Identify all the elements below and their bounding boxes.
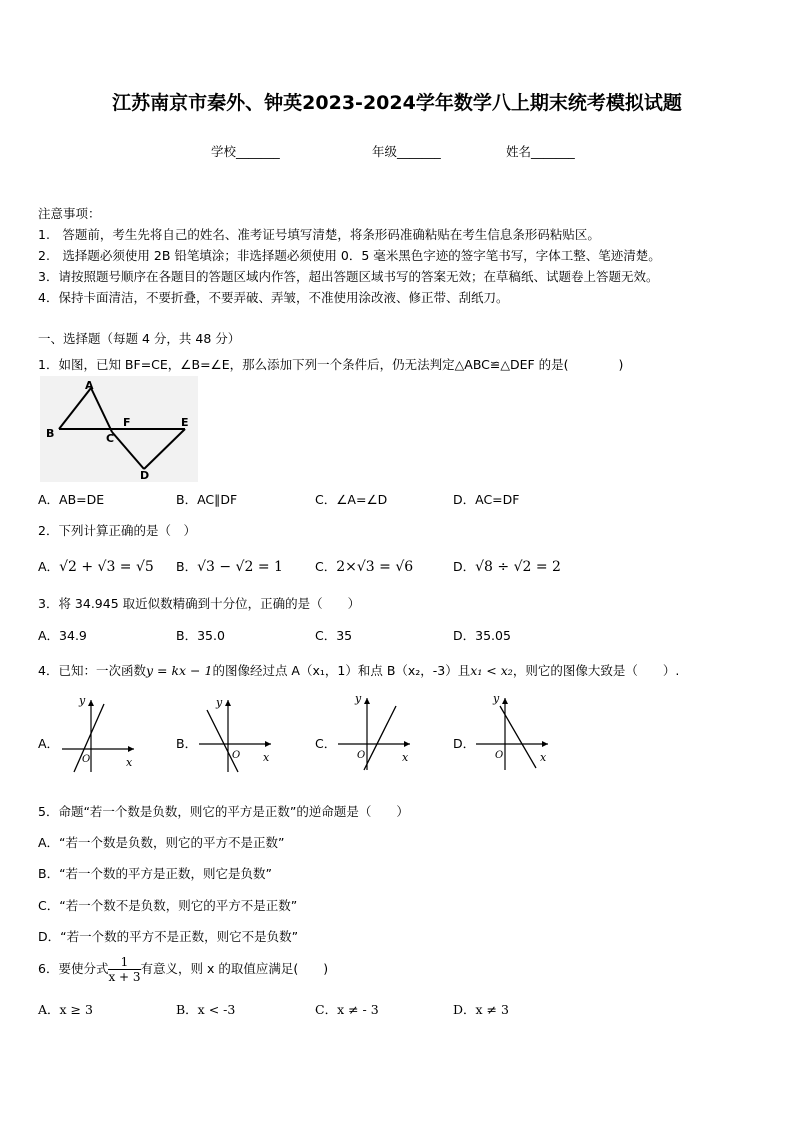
stem-text: ，则它的图像大致是（ ）. [512,663,680,678]
option-c: C．∠A=∠D [315,492,388,507]
notice-item: 1. 答题前，考生先将自己的姓名、准考证号填写清楚，将条形码准确粘贴在考生信息条形码粘贴区。 [38,227,600,242]
option-b: B．x < -3 [176,1002,236,1017]
option-b: B．AC∥DF [176,492,238,507]
graph-option-a [58,694,138,774]
option-label: A． [38,736,60,751]
question-1-stem: 1．如图，已知 BF=CE，∠B=∠E，那么添加下列一个条件后，仍无法判定△ABC≌△DEF 的是( ) [38,357,624,372]
option-label: D． [453,559,476,574]
option-b [176,557,283,575]
origin-label: O [357,750,366,761]
y-axis-label: y [216,696,223,709]
option-label: C． [315,559,337,574]
notice-item: 2. 选择题必须使用 2B 铅笔填涂；非选择题必须使用 0．5 毫米黑色字迹的签字笔书写，字体工整、笔迹清楚。 [38,248,661,263]
vertex-label-a: A [85,379,94,392]
option-d: D．“若一个数的平方不是正数，则它不是负数” [38,929,299,944]
option-label: D． [453,736,476,751]
origin-label: O [232,750,241,761]
question-3-stem: 3．将 34.945 取近似数精确到十分位，正确的是（ ） [38,596,361,611]
origin-label: O [495,750,504,761]
option-label: C． [315,736,337,751]
vertex-label-e: E [181,416,189,429]
option-b: B．35.0 [176,628,225,643]
option-d: D．x ≠ 3 [453,1002,509,1017]
x-axis-label: x [402,751,409,764]
stem-text: 6．要使分式 [38,961,109,976]
school-field: 学校_______ [211,144,280,159]
option-label: B． [176,736,198,751]
stem-text: 4．已知：一次函数 [38,663,146,678]
stem-text: 的图像经过点 A（x₁，1）和点 B（x₂，-3）且 [212,663,471,678]
question-2-stem: 2．下列计算正确的是（ ） [38,523,196,538]
section-title: 一、选择题（每题 4 分，共 48 分） [38,331,241,346]
y-axis-label: y [79,694,86,707]
origin-label: O [82,754,91,765]
option-label: A． [38,559,60,574]
math-expression: √2 + √3 = √5 [59,559,154,575]
x-axis-label: x [263,751,270,764]
grade-field: 年级_______ [372,144,441,159]
fraction-denominator: x + 3 [108,970,141,984]
option-a: A．x ≥ 3 [38,1002,93,1017]
vertex-label-b: B [46,427,55,440]
graph-option-b [195,694,275,774]
question-6-stem [38,955,328,984]
notice-heading: 注意事项： [38,206,101,221]
name-field: 姓名_______ [506,144,575,159]
option-a: A．AB=DE [38,492,105,507]
option-c [315,557,413,575]
notice-item: 4．保持卡面清洁，不要折叠，不要弄破、弄皱，不准使用涂改液、修正带、刮纸刀。 [38,290,509,305]
option-c: C．x ≠ - 3 [315,1002,379,1017]
notice-item: 3．请按照题号顺序在各题目的答题区域内作答，超出答题区域书写的答案无效；在草稿纸、试题卷上答题无效。 [38,269,659,284]
y-axis-label: y [355,692,362,705]
math-expression: 2×√3 = √6 [336,559,414,575]
stem-text: 有意义，则 x 的取值应满足( ) [140,961,329,976]
option-a: A．“若一个数是负数，则它的平方不是正数” [38,835,285,850]
option-label: B． [176,559,198,574]
option-b: B．“若一个数的平方是正数，则它是负数” [38,866,273,881]
function-expression: y = kx − 1 [145,663,213,678]
option-d: D．35.05 [453,628,511,643]
vertex-label-d: D [140,469,150,482]
math-expression: √8 ÷ √2 = 2 [475,559,561,575]
x-axis-label: x [126,756,133,769]
condition-expression: x₁ < x₂ [470,663,513,678]
option-d: D．AC=DF [453,492,520,507]
option-c: C．35 [315,628,353,643]
option-c: C．“若一个数不是负数，则它的平方不是正数” [38,898,298,913]
question-5-stem: 5．命题“若一个数是负数，则它的平方是正数”的逆命题是（ ） [38,804,409,819]
triangle-figure [40,376,198,482]
math-expression: √3 − √2 = 1 [197,559,283,575]
option-d [453,557,561,575]
y-axis-label: y [493,692,500,705]
vertex-label-f: F [123,416,131,429]
option-a: A．34.9 [38,628,87,643]
page-title: 江苏南京市秦外、钟英2023-2024学年数学八上期末统考模拟试题 [112,92,682,114]
fraction-numerator: 1 [108,955,140,970]
graph-option-d [472,692,552,772]
question-4-stem [38,661,679,679]
graph-option-c [334,692,414,772]
vertex-label-c: C [106,432,115,445]
fraction [108,955,140,984]
x-axis-label: x [540,751,547,764]
option-a [38,557,154,575]
